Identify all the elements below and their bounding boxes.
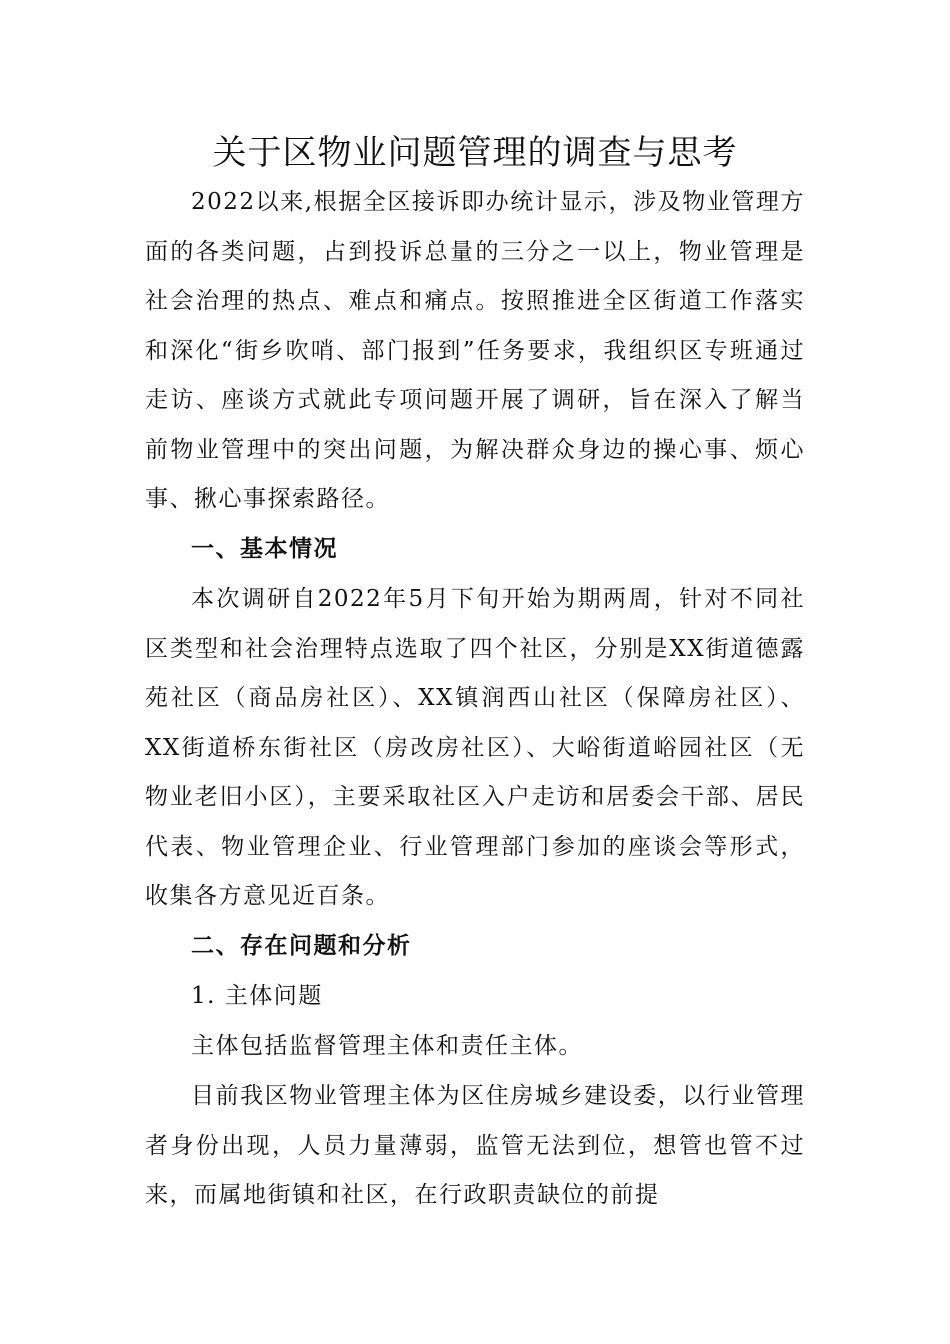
paragraph-intro: 2022以来,根据全区接诉即办统计显示，涉及物业管理方面的各类问题，占到投诉总量的三分之一以上，物业管理是社会治理的热点、难点和痛点。按照推进全区街道工作落实和深化“街乡吹哨、部门报到”任务要求，我组织区专班通过走访、座谈方式就此专项问题开展了调研，旨在深入了解当前物业管理中的突出问题，为解决群众身边的操心事、烦心事、揪心事探索路径。 bbox=[145, 189, 805, 512]
paragraph-basic-block bbox=[145, 575, 805, 922]
section-heading-problems: 二、存在问题和分析 bbox=[191, 933, 412, 959]
subsection-heading-block bbox=[145, 972, 805, 1022]
section-heading-basic: 一、基本情况 bbox=[191, 536, 338, 562]
subsection-heading-subject: 1. 主体问题 bbox=[191, 983, 323, 1009]
paragraph-current: 目前我区物业管理主体为区住房城乡建设委，以行业管理者身份出现，人员力量薄弱，监管无法到位，想管也管不过来，而属地街镇和社区，在行政职责缺位的前提 bbox=[145, 1083, 805, 1208]
section-heading-block bbox=[145, 525, 805, 575]
paragraph-subject-block bbox=[145, 1022, 805, 1072]
section-heading-block bbox=[145, 922, 805, 972]
paragraph-subject: 主体包括监督管理主体和责任主体。 bbox=[191, 1033, 583, 1059]
paragraph-current-block bbox=[145, 1072, 805, 1221]
document-title: 关于区物业问题管理的调查与思考 bbox=[212, 133, 738, 173]
paragraph-intro-block bbox=[145, 178, 805, 525]
paragraph-basic-situation: 本次调研自2022年5月下旬开始为期两周，针对不同社区类型和社会治理特点选取了四个社区，分别是XX街道德露苑社区（商品房社区）、XX镇润西山社区（保障房社区）、XX街道桥东街社区（房改房社区）、大峪街道峪园社区（无物业老旧小区），主要采取社区入户走访和居委会干部、居民代表、物业管理企业、行业管理部门参加的座谈会等形式，收集各方意见近百条。 bbox=[145, 586, 805, 909]
